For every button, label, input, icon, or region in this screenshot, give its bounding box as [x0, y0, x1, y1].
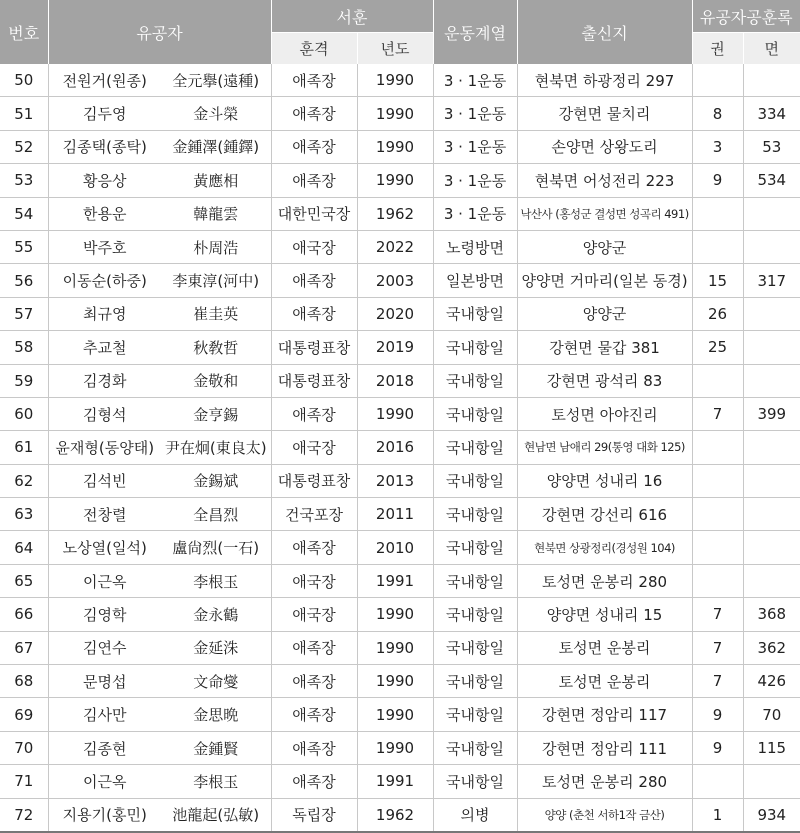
- decoration-year: 2020: [357, 297, 433, 330]
- decoration-grade: 애족장: [271, 531, 357, 564]
- record-volume: 9: [692, 731, 743, 764]
- origin-place: 강현면 강선리 616: [517, 498, 692, 531]
- decoration-grade: 애족장: [271, 665, 357, 698]
- table-row: [0, 498, 800, 531]
- decoration-year: 1990: [357, 731, 433, 764]
- table-row: [0, 798, 800, 832]
- record-page: 53: [743, 130, 800, 163]
- honoree-hanja: 金延洙: [161, 631, 271, 664]
- origin-place: 강현면 정암리 111: [517, 731, 692, 764]
- decoration-year: 1990: [357, 665, 433, 698]
- table-row: [0, 698, 800, 731]
- record-page: 534: [743, 164, 800, 197]
- decoration-grade: 애족장: [271, 64, 357, 97]
- record-page: 70: [743, 698, 800, 731]
- decoration-grade: 대통령표창: [271, 464, 357, 497]
- row-number: 52: [0, 130, 48, 163]
- origin-place: 양양군: [517, 230, 692, 263]
- movement-type: 의병: [433, 798, 517, 832]
- row-number: 60: [0, 397, 48, 430]
- honoree-name: 이동순(하중): [48, 264, 161, 297]
- movement-type: 국내항일: [433, 331, 517, 364]
- table-row: [0, 598, 800, 631]
- honoree-name: 김경화: [48, 364, 161, 397]
- decoration-year: 1990: [357, 97, 433, 130]
- table-row: [0, 164, 800, 197]
- movement-type: 국내항일: [433, 364, 517, 397]
- row-number: 71: [0, 765, 48, 798]
- record-page: [743, 364, 800, 397]
- origin-place: 토성면 운봉리: [517, 665, 692, 698]
- record-page: 399: [743, 397, 800, 430]
- row-number: 50: [0, 64, 48, 97]
- honoree-name: 김영학: [48, 598, 161, 631]
- honoree-name: 김종현: [48, 731, 161, 764]
- table-row: [0, 264, 800, 297]
- record-page: [743, 531, 800, 564]
- header-origin: 출신지: [517, 0, 692, 64]
- decoration-year: 1990: [357, 598, 433, 631]
- honoree-hanja: 李東淳(河中): [161, 264, 271, 297]
- decoration-grade: 대한민국장: [271, 197, 357, 230]
- record-page: 362: [743, 631, 800, 664]
- decoration-grade: 애국장: [271, 431, 357, 464]
- decoration-year: 1990: [357, 64, 433, 97]
- honoree-name: 추교철: [48, 331, 161, 364]
- header-movement: 운동계열: [433, 0, 517, 64]
- record-volume: [692, 230, 743, 263]
- decoration-year: 2022: [357, 230, 433, 263]
- record-volume: 7: [692, 665, 743, 698]
- header-record: 유공자공훈록: [692, 0, 800, 33]
- honoree-hanja: 全元擧(遠種): [161, 64, 271, 97]
- honoree-name: 최규영: [48, 297, 161, 330]
- origin-place: 강현면 광석리 83: [517, 364, 692, 397]
- movement-type: 국내항일: [433, 531, 517, 564]
- movement-type: 3 · 1운동: [433, 64, 517, 97]
- table-row: [0, 97, 800, 130]
- decoration-grade: 애족장: [271, 264, 357, 297]
- row-number: 64: [0, 531, 48, 564]
- honoree-name: 김두영: [48, 97, 161, 130]
- row-number: 59: [0, 364, 48, 397]
- honoree-hanja: 全昌烈: [161, 498, 271, 531]
- row-number: 55: [0, 230, 48, 263]
- decoration-year: 2003: [357, 264, 433, 297]
- row-number: 58: [0, 331, 48, 364]
- record-page: 368: [743, 598, 800, 631]
- honoree-hanja: 金思晩: [161, 698, 271, 731]
- row-number: 65: [0, 564, 48, 597]
- honoree-name: 윤재형(동양태): [48, 431, 161, 464]
- movement-type: 3 · 1운동: [433, 164, 517, 197]
- honoree-hanja: 金永鶴: [161, 598, 271, 631]
- record-page: [743, 230, 800, 263]
- honoree-name: 김연수: [48, 631, 161, 664]
- movement-type: 국내항일: [433, 598, 517, 631]
- record-volume: 15: [692, 264, 743, 297]
- record-page: [743, 64, 800, 97]
- honoree-name: 김석빈: [48, 464, 161, 497]
- honoree-name: 김종택(종탁): [48, 130, 161, 163]
- record-page: 115: [743, 731, 800, 764]
- origin-place: 강현면 물갑 381: [517, 331, 692, 364]
- record-volume: [692, 431, 743, 464]
- decoration-grade: 애족장: [271, 130, 357, 163]
- movement-type: 국내항일: [433, 698, 517, 731]
- row-number: 69: [0, 698, 48, 731]
- record-volume: [692, 498, 743, 531]
- movement-type: 국내항일: [433, 431, 517, 464]
- decoration-year: 1991: [357, 564, 433, 597]
- table-row: [0, 531, 800, 564]
- decoration-grade: 애족장: [271, 731, 357, 764]
- honoree-name: 전창렬: [48, 498, 161, 531]
- header-volume: 권: [692, 33, 743, 65]
- row-number: 62: [0, 464, 48, 497]
- table-row: [0, 765, 800, 798]
- honoree-hanja: 金鍾賢: [161, 731, 271, 764]
- record-volume: 9: [692, 698, 743, 731]
- record-volume: 26: [692, 297, 743, 330]
- row-number: 53: [0, 164, 48, 197]
- header-page: 면: [743, 33, 800, 65]
- honoree-hanja: 文命燮: [161, 665, 271, 698]
- decoration-year: 1990: [357, 397, 433, 430]
- decoration-grade: 애국장: [271, 598, 357, 631]
- row-number: 72: [0, 798, 48, 832]
- honoree-name: 노상열(일석): [48, 531, 161, 564]
- origin-place: 토성면 운봉리 280: [517, 564, 692, 597]
- honoree-hanja: 盧尙烈(一石): [161, 531, 271, 564]
- origin-place: 현북면 하광정리 297: [517, 64, 692, 97]
- decoration-year: 1990: [357, 698, 433, 731]
- honoree-hanja: 金錫斌: [161, 464, 271, 497]
- decoration-grade: 대통령표창: [271, 364, 357, 397]
- decoration-grade: 건국포장: [271, 498, 357, 531]
- table-row: [0, 230, 800, 263]
- row-number: 51: [0, 97, 48, 130]
- row-number: 54: [0, 197, 48, 230]
- decoration-grade: 애국장: [271, 564, 357, 597]
- record-volume: [692, 765, 743, 798]
- movement-type: 3 · 1운동: [433, 197, 517, 230]
- table-body: [0, 64, 800, 832]
- record-page: [743, 331, 800, 364]
- origin-place: 강현면 정암리 117: [517, 698, 692, 731]
- record-page: [743, 464, 800, 497]
- honoree-hanja: 金鍾澤(鍾鐸): [161, 130, 271, 163]
- row-number: 56: [0, 264, 48, 297]
- row-number: 57: [0, 297, 48, 330]
- record-page: 934: [743, 798, 800, 832]
- row-number: 61: [0, 431, 48, 464]
- decoration-grade: 애족장: [271, 631, 357, 664]
- row-number: 68: [0, 665, 48, 698]
- table-row: [0, 464, 800, 497]
- table-row: [0, 364, 800, 397]
- movement-type: 3 · 1운동: [433, 130, 517, 163]
- record-page: 426: [743, 665, 800, 698]
- movement-type: 국내항일: [433, 397, 517, 430]
- honoree-name: 지용기(홍민): [48, 798, 161, 832]
- honoree-name: 박주호: [48, 230, 161, 263]
- movement-type: 국내항일: [433, 631, 517, 664]
- honoree-name: 김형석: [48, 397, 161, 430]
- row-number: 63: [0, 498, 48, 531]
- honoree-hanja: 金敬和: [161, 364, 271, 397]
- honoree-hanja: 秋敎哲: [161, 331, 271, 364]
- table-row: [0, 731, 800, 764]
- decoration-year: 2011: [357, 498, 433, 531]
- movement-type: 3 · 1운동: [433, 97, 517, 130]
- honoree-name: 이근옥: [48, 765, 161, 798]
- table-row: [0, 197, 800, 230]
- header-decoration: 서훈: [271, 0, 433, 33]
- table-row: [0, 331, 800, 364]
- row-number: 67: [0, 631, 48, 664]
- honoree-hanja: 崔圭英: [161, 297, 271, 330]
- honoree-hanja: 金斗榮: [161, 97, 271, 130]
- table-row: [0, 631, 800, 664]
- row-number: 66: [0, 598, 48, 631]
- honoree-hanja: 池龍起(弘敏): [161, 798, 271, 832]
- table-header: [0, 0, 800, 64]
- decoration-year: 1990: [357, 164, 433, 197]
- record-volume: 3: [692, 130, 743, 163]
- decoration-grade: 애족장: [271, 164, 357, 197]
- movement-type: 국내항일: [433, 665, 517, 698]
- origin-place: 강현면 물치리: [517, 97, 692, 130]
- record-page: [743, 498, 800, 531]
- record-volume: [692, 531, 743, 564]
- origin-place: 현북면 어성전리 223: [517, 164, 692, 197]
- decoration-year: 1991: [357, 765, 433, 798]
- honoree-name: 전원거(원종): [48, 64, 161, 97]
- honoree-hanja: 朴周浩: [161, 230, 271, 263]
- movement-type: 국내항일: [433, 297, 517, 330]
- origin-place: 현북면 상광정리(경성원 104): [517, 531, 692, 564]
- header-grade: 훈격: [271, 33, 357, 65]
- record-volume: 8: [692, 97, 743, 130]
- origin-place: 낙산사 (홍성군 결성면 성곡리 491): [517, 197, 692, 230]
- record-page: 334: [743, 97, 800, 130]
- record-page: [743, 765, 800, 798]
- record-volume: 7: [692, 631, 743, 664]
- table-row: [0, 130, 800, 163]
- origin-place: 토성면 운봉리 280: [517, 765, 692, 798]
- decoration-year: 1990: [357, 631, 433, 664]
- movement-type: 일본방면: [433, 264, 517, 297]
- decoration-grade: 애족장: [271, 765, 357, 798]
- record-volume: [692, 64, 743, 97]
- movement-type: 국내항일: [433, 731, 517, 764]
- honoree-hanja: 黃應相: [161, 164, 271, 197]
- record-volume: 7: [692, 397, 743, 430]
- honoree-name: 문명섭: [48, 665, 161, 698]
- decoration-year: 1990: [357, 130, 433, 163]
- table-row: [0, 297, 800, 330]
- origin-place: 토성면 운봉리: [517, 631, 692, 664]
- table-row: [0, 64, 800, 97]
- decoration-year: 2010: [357, 531, 433, 564]
- honoree-hanja: 金亨錫: [161, 397, 271, 430]
- movement-type: 국내항일: [433, 765, 517, 798]
- honoree-name: 이근옥: [48, 564, 161, 597]
- decoration-year: 2018: [357, 364, 433, 397]
- honoree-hanja: 李根玉: [161, 765, 271, 798]
- record-volume: [692, 364, 743, 397]
- honoree-hanja: 李根玉: [161, 564, 271, 597]
- decoration-grade: 독립장: [271, 798, 357, 832]
- origin-place: 양양면 성내리 15: [517, 598, 692, 631]
- honoree-hanja: 韓龍雲: [161, 197, 271, 230]
- table-row: [0, 564, 800, 597]
- decoration-year: 2016: [357, 431, 433, 464]
- record-volume: [692, 564, 743, 597]
- decoration-grade: 애족장: [271, 397, 357, 430]
- record-volume: [692, 464, 743, 497]
- decoration-year: 1962: [357, 197, 433, 230]
- record-page: 317: [743, 264, 800, 297]
- decoration-year: 1962: [357, 798, 433, 832]
- record-page: [743, 297, 800, 330]
- origin-place: 양양면 성내리 16: [517, 464, 692, 497]
- decoration-grade: 애족장: [271, 97, 357, 130]
- honoree-name: 김사만: [48, 698, 161, 731]
- table-row: [0, 431, 800, 464]
- origin-place: 양양면 거마리(일본 동경): [517, 264, 692, 297]
- origin-place: 토성면 아야진리: [517, 397, 692, 430]
- record-volume: 1: [692, 798, 743, 832]
- header-year: 년도: [357, 33, 433, 65]
- record-page: [743, 431, 800, 464]
- record-page: [743, 564, 800, 597]
- origin-place: 손양면 상왕도리: [517, 130, 692, 163]
- decoration-grade: 애족장: [271, 698, 357, 731]
- decoration-grade: 대통령표창: [271, 331, 357, 364]
- record-volume: 7: [692, 598, 743, 631]
- movement-type: 국내항일: [433, 464, 517, 497]
- record-volume: 9: [692, 164, 743, 197]
- movement-type: 노령방면: [433, 230, 517, 263]
- decoration-grade: 애족장: [271, 297, 357, 330]
- record-page: [743, 197, 800, 230]
- table-row: [0, 665, 800, 698]
- header-no: 번호: [0, 0, 48, 64]
- header-honoree: 유공자: [48, 0, 271, 64]
- record-volume: [692, 197, 743, 230]
- decoration-year: 2013: [357, 464, 433, 497]
- decoration-grade: 애국장: [271, 230, 357, 263]
- decoration-year: 2019: [357, 331, 433, 364]
- movement-type: 국내항일: [433, 498, 517, 531]
- honoree-name: 한용운: [48, 197, 161, 230]
- table-row: [0, 397, 800, 430]
- honoree-name: 황응상: [48, 164, 161, 197]
- movement-type: 국내항일: [433, 564, 517, 597]
- row-number: 70: [0, 731, 48, 764]
- origin-place: 양양 (춘천 서하1작 금산): [517, 798, 692, 832]
- origin-place: 양양군: [517, 297, 692, 330]
- honoree-hanja: 尹在炯(東良太): [161, 431, 271, 464]
- record-volume: 25: [692, 331, 743, 364]
- origin-place: 현남면 남애리 29(통영 대화 125): [517, 431, 692, 464]
